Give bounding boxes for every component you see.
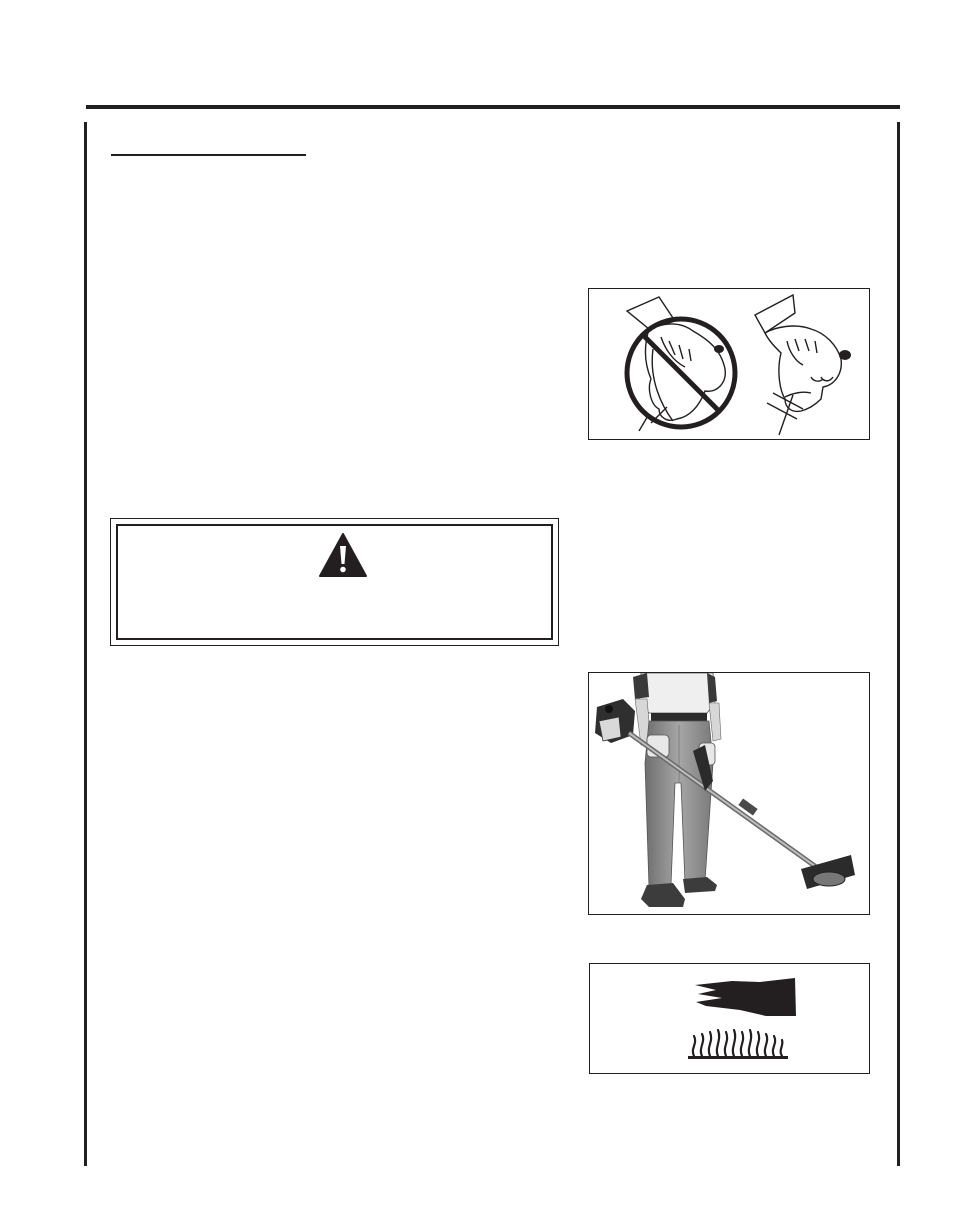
right-margin-rule [897, 122, 900, 1166]
hot-surface-icon [590, 964, 869, 1073]
header-rule [86, 105, 900, 109]
operator-photo [589, 673, 869, 914]
warning-callout-inner-border [116, 524, 553, 640]
hand-grip-icon [589, 289, 869, 439]
hot-surface-figure [589, 963, 870, 1074]
left-margin-rule [84, 122, 87, 1166]
hand-grip-figure [588, 288, 870, 440]
operator-figure [588, 672, 870, 915]
section-heading-underline [111, 154, 306, 156]
warning-callout [110, 518, 559, 646]
warning-triangle-icon [318, 532, 368, 578]
